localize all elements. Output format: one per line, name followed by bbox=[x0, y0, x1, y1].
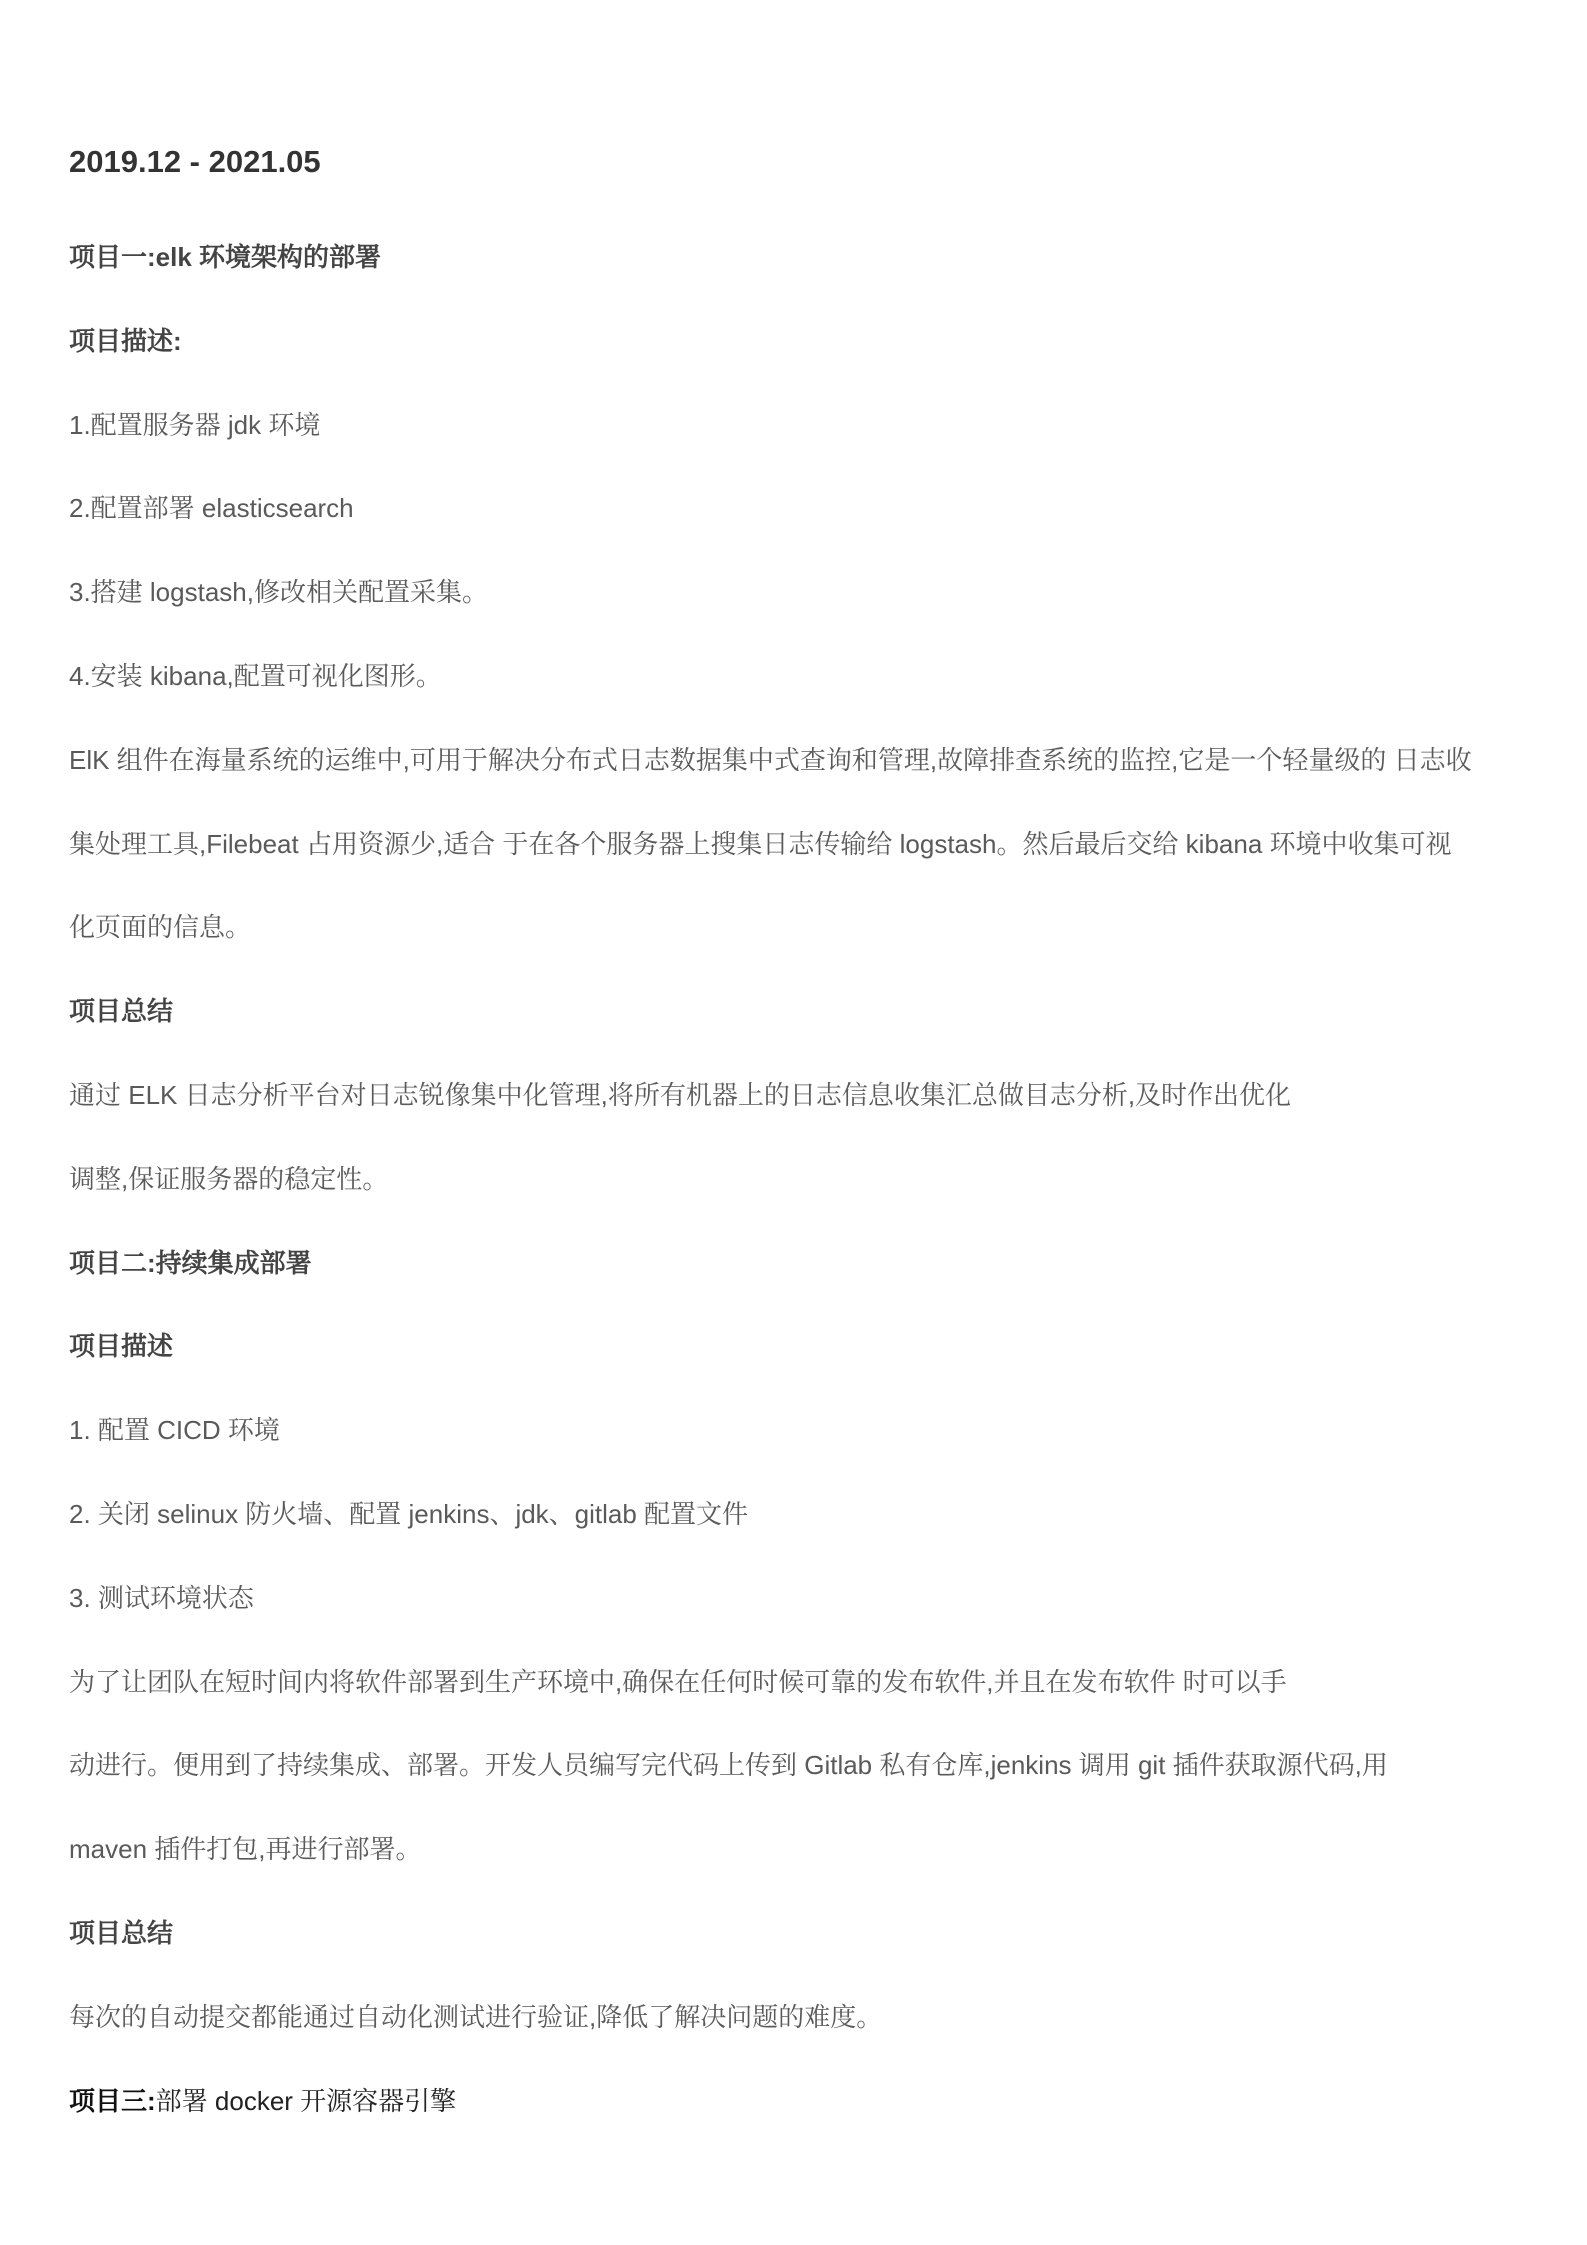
project-1-paragraph: 集处理工具,Filebeat 占用资源少,适合 于在各个服务器上搜集日志传输给 logstash。然后最后交给 kibana 环境中收集可视 bbox=[69, 828, 1452, 859]
project-1-summary: 通过 ELK 日志分析平台对日志锐像集中化管理,将所有机器上的日志信息收集汇总做目志分析,及时作出优化 bbox=[69, 1079, 1292, 1110]
project-1-step: 2.配置部署 elasticsearch bbox=[69, 493, 354, 524]
project-1-step: 1.配置服务器 jdk 环境 bbox=[69, 409, 321, 440]
project-2-summary-heading: 项目总结 bbox=[69, 1917, 174, 1948]
project-1-paragraph: ElK 组件在海量系统的运维中,可用于解决分布式日志数据集中式查询和管理,故障排查系统的监控,它是一个轻量级的 日志收 bbox=[69, 744, 1472, 775]
project-2-step: 3. 测试环境状态 bbox=[69, 1582, 254, 1613]
resume-body bbox=[69, 216, 1549, 2143]
project-1-desc-heading: 项目描述: bbox=[69, 325, 182, 356]
project-2-step: 2. 关闭 selinux 防火墙、配置 jenkins、jdk、gitlab 配置文件 bbox=[69, 1498, 749, 1529]
project-1-summary: 调整,保证服务器的稳定性。 bbox=[69, 1163, 389, 1194]
project-1-step: 4.安装 kibana,配置可视化图形。 bbox=[69, 660, 442, 691]
project-2-step: 1. 配置 CICD 环境 bbox=[69, 1415, 280, 1446]
project-1-paragraph: 化页面的信息。 bbox=[69, 912, 252, 943]
project-3-title-rest: 部署 docker 开源容器引擎 bbox=[155, 2085, 457, 2116]
project-2-title: 项目二:持续集成部署 bbox=[69, 1247, 312, 1278]
project-2-desc-heading: 项目描述 bbox=[69, 1331, 174, 1362]
project-3-title-prefix: 项目三: bbox=[69, 2085, 156, 2116]
project-3-title bbox=[69, 2060, 1549, 2144]
period-heading: 2019.12 - 2021.05 bbox=[69, 144, 321, 179]
project-2-paragraph: 为了让团队在短时间内将软件部署到生产环境中,确保在任何时候可靠的发布软件,并且在发布软件 时可以手 bbox=[69, 1666, 1287, 1697]
project-2-summary: 每次的自动提交都能通过自动化测试进行验证,降低了解决问题的难度。 bbox=[69, 2001, 883, 2032]
project-2-paragraph: maven 插件打包,再进行部署。 bbox=[69, 1834, 422, 1865]
project-2-paragraph: 动进行。便用到了持续集成、部署。开发人员编写完代码上传到 Gitlab 私有仓库,jenkins 调用 git 插件获取源代码,用 bbox=[69, 1750, 1388, 1781]
project-1-summary-heading: 项目总结 bbox=[69, 996, 174, 1027]
project-1-title: 项目一:elk 环境架构的部署 bbox=[69, 242, 382, 272]
project-1-step: 3.搭建 logstash,修改相关配置采集。 bbox=[69, 577, 488, 608]
